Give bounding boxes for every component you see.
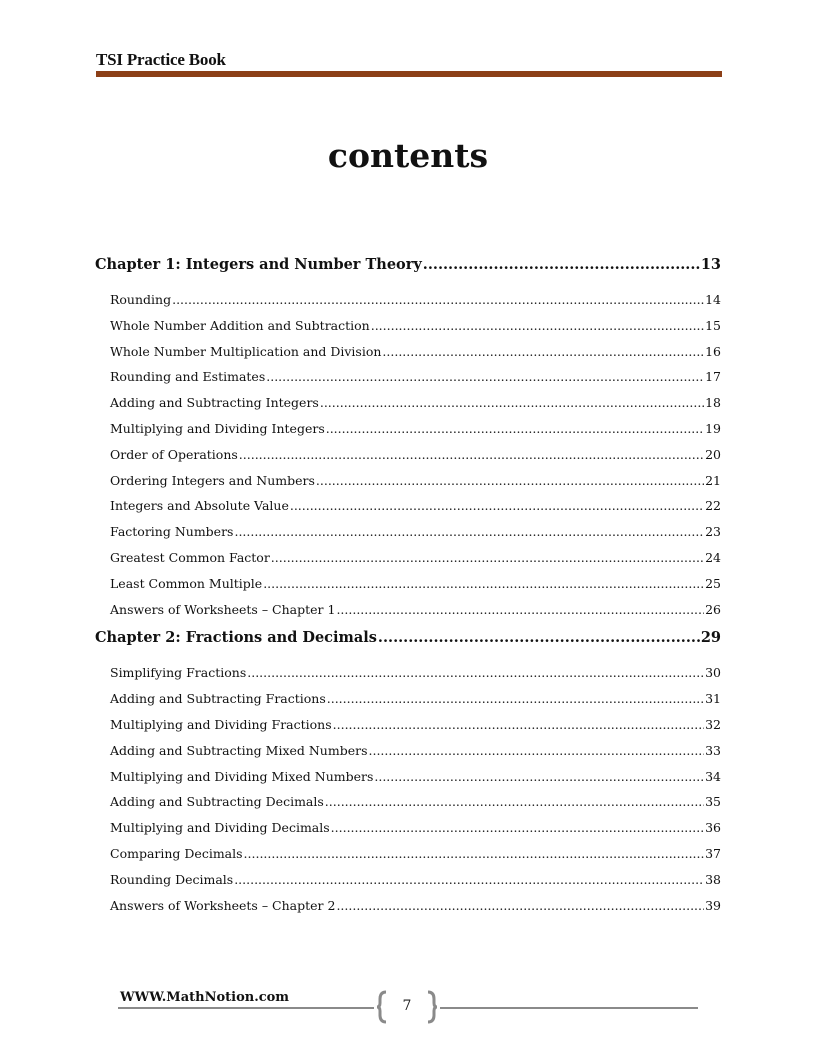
footer-rule-right (440, 1007, 698, 1009)
toc-entry[interactable] (95, 292, 721, 318)
toc-entry[interactable] (95, 665, 721, 691)
toc-page-number: 25 (705, 575, 721, 591)
toc-label: Chapter 1: Integers and Number Theory (95, 256, 422, 273)
toc-label: Answers of Worksheets – Chapter 1 (110, 601, 336, 617)
toc-page-number: 38 (705, 871, 721, 887)
toc-page-number: 14 (705, 292, 721, 307)
toc-label: Chapter 2: Fractions and Decimals (95, 629, 377, 647)
toc-label: Answers of Worksheets – Chapter 2 (110, 897, 336, 913)
toc-leader-dots (234, 872, 704, 887)
toc-page-number: 30 (705, 665, 721, 681)
toc-entry[interactable] (95, 717, 721, 743)
toc-page-number: 21 (705, 472, 721, 488)
toc-leader-dots (371, 318, 704, 333)
toc-label: Whole Number Addition and Subtraction (110, 317, 370, 333)
toc-label: Multiplying and Dividing Decimals (110, 820, 330, 836)
toc-label: Least Common Multiple (110, 575, 263, 591)
toc-page-number: 32 (705, 716, 721, 732)
toc-label: Factoring Numbers (110, 524, 234, 540)
toc-leader-dots (331, 820, 704, 835)
toc-leader-dots (378, 629, 700, 646)
page-number: 7 (402, 998, 412, 1014)
toc-label: Adding and Subtracting Fractions (110, 691, 326, 707)
page-number-box (376, 990, 438, 1024)
header-title: TSI Practice Book (96, 50, 226, 69)
toc-leader-dots (327, 691, 704, 706)
toc-entry[interactable] (95, 898, 721, 924)
toc-page-number: 35 (705, 794, 721, 810)
toc-entry[interactable] (95, 691, 721, 717)
toc-page-number: 29 (700, 629, 721, 647)
toc-label: Adding and Subtracting Decimals (110, 794, 324, 810)
toc-page-number: 39 (705, 897, 721, 913)
toc-page-number: 22 (705, 498, 721, 514)
toc-entry[interactable] (95, 602, 721, 628)
toc-page-number: 26 (705, 601, 721, 617)
toc-page-number: 33 (705, 742, 721, 758)
toc-page-number: 15 (705, 317, 721, 333)
toc-page-number: 17 (705, 369, 721, 385)
toc-leader-dots (316, 473, 704, 488)
toc-leader-dots (271, 550, 704, 565)
toc-entry[interactable] (95, 447, 721, 473)
toc-label: Adding and Subtracting Mixed Numbers (110, 742, 368, 758)
table-of-contents (95, 256, 721, 923)
toc-page-number: 20 (705, 446, 721, 462)
toc-page-number: 23 (705, 524, 721, 540)
toc-label: Whole Number Multiplication and Division (110, 343, 382, 359)
toc-entry[interactable] (95, 369, 721, 395)
toc-leader-dots (320, 395, 704, 410)
toc-entry[interactable] (95, 872, 721, 898)
toc-leader-dots (239, 447, 704, 462)
footer-rule-left (118, 1007, 374, 1009)
toc-label: Integers and Absolute Value (110, 498, 289, 514)
toc-page-number: 24 (705, 549, 721, 565)
toc-leader-dots (336, 602, 704, 617)
toc-entry[interactable] (95, 524, 721, 550)
toc-page-number: 37 (705, 845, 721, 861)
toc-label: Comparing Decimals (110, 845, 243, 861)
toc-entry[interactable] (95, 794, 721, 820)
toc-page-number: 36 (705, 820, 721, 836)
toc-entry[interactable] (95, 473, 721, 499)
toc-leader-dots (244, 846, 705, 861)
toc-chapter[interactable] (95, 256, 721, 282)
toc-page-number: 19 (705, 420, 721, 436)
toc-leader-dots (247, 665, 704, 680)
toc-entry[interactable] (95, 395, 721, 421)
toc-label: Rounding Decimals (110, 871, 234, 887)
toc-entry[interactable] (95, 846, 721, 872)
toc-entry[interactable] (95, 318, 721, 344)
toc-label: Rounding (110, 292, 172, 307)
toc-label: Multiplying and Dividing Integers (110, 420, 325, 436)
toc-label: Simplifying Fractions (110, 665, 247, 681)
header-rule (96, 71, 722, 77)
toc-page-number: 16 (705, 343, 721, 359)
toc-entry[interactable] (95, 421, 721, 447)
toc-leader-dots (326, 421, 704, 436)
toc-entry[interactable] (95, 344, 721, 370)
toc-label: Greatest Common Factor (110, 549, 270, 565)
toc-label: Multiplying and Dividing Fractions (110, 716, 332, 732)
toc-label: Ordering Integers and Numbers (110, 472, 315, 488)
toc-leader-dots (333, 717, 704, 732)
footer-url: WWW.MathNotion.com (120, 990, 290, 1005)
toc-label: Multiplying and Dividing Mixed Numbers (110, 768, 374, 784)
toc-label: Rounding and Estimates (110, 369, 266, 385)
toc-leader-dots (369, 743, 705, 758)
toc-page-number: 34 (705, 768, 721, 784)
toc-leader-dots (290, 498, 704, 513)
toc-leader-dots (325, 794, 704, 809)
toc-leader-dots (374, 769, 704, 784)
toc-leader-dots (234, 524, 704, 539)
toc-leader-dots (263, 576, 704, 591)
toc-page-number: 18 (705, 395, 721, 411)
toc-chapter[interactable] (95, 629, 721, 655)
toc-label: Adding and Subtracting Integers (110, 395, 319, 411)
toc-leader-dots (423, 256, 700, 273)
toc-page-number: 13 (700, 256, 721, 273)
toc-entry[interactable] (95, 550, 721, 576)
toc-page-number: 31 (705, 691, 721, 707)
toc-entry[interactable] (95, 576, 721, 602)
toc-entry[interactable] (95, 743, 721, 769)
toc-entry[interactable] (95, 769, 721, 795)
page-title: contents (327, 136, 489, 175)
toc-entry[interactable] (95, 820, 721, 846)
toc-leader-dots (382, 344, 704, 359)
toc-entry[interactable] (95, 498, 721, 524)
toc-leader-dots (266, 369, 704, 384)
toc-leader-dots (172, 292, 704, 307)
toc-leader-dots (336, 898, 704, 913)
toc-label: Order of Operations (110, 446, 238, 462)
